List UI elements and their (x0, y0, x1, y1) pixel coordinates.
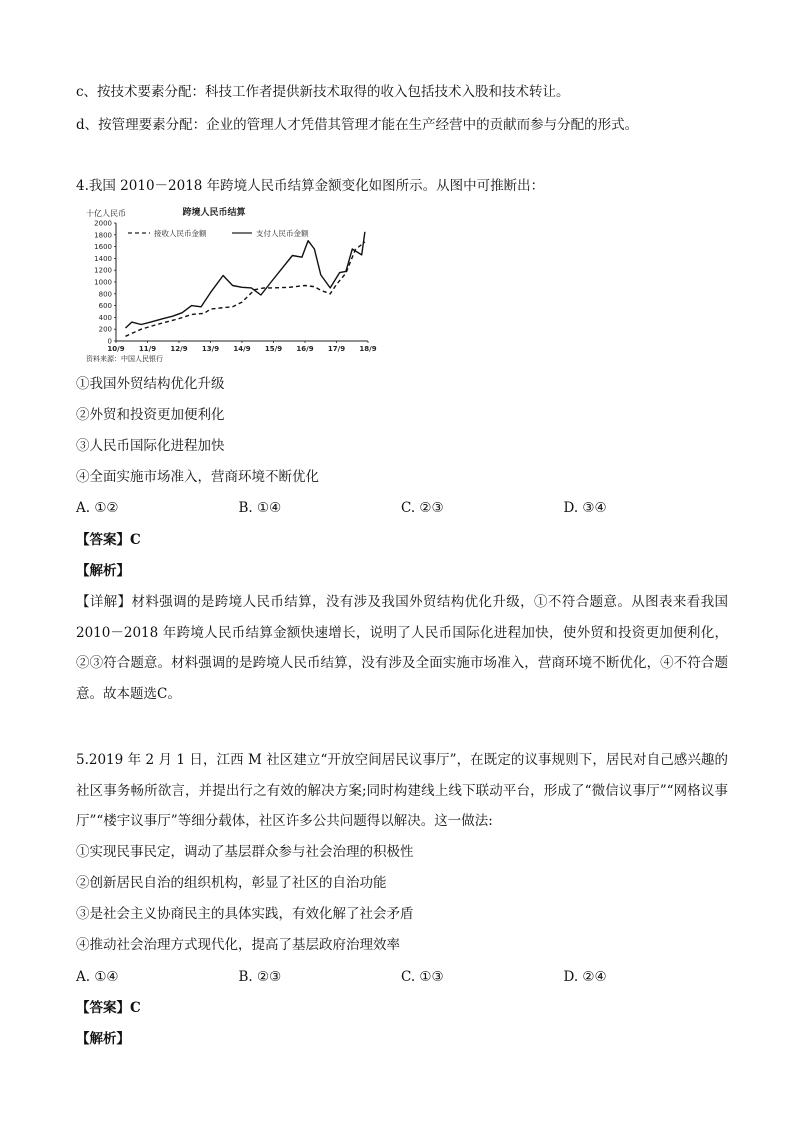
q5-option-d: D. ②④ (563, 969, 607, 985)
x-tick-label: 15/9 (264, 345, 283, 353)
x-tick-label: 12/9 (170, 345, 188, 353)
q5-option-a: A. ①④ (76, 969, 119, 985)
y-tick-label: 1200 (94, 266, 112, 275)
y-tick-label: 1600 (94, 243, 112, 252)
text-line-c: c、按技术要素分配：科技工作者提供新技术取得的收入包括技术入股和技术转让。 (76, 84, 570, 100)
legend-series-1: 接收人民币金额 (154, 229, 207, 238)
q4-answer: 【答案】C (76, 532, 141, 548)
q5-analysis-label: 【解析】 (76, 1031, 130, 1047)
chart-source: 资料来源：中国人民银行 (86, 355, 163, 363)
q4-options (76, 498, 726, 518)
q5-options (76, 967, 726, 987)
q5-option-c: C. ①③ (401, 969, 444, 985)
series-line-paid (126, 232, 365, 328)
y-tick-label: 400 (98, 313, 112, 322)
x-tick-label: 13/9 (201, 345, 220, 353)
x-tick-label: 17/9 (327, 345, 346, 353)
q5-item-4: ④推动社会治理方式现代化，提高了基层政府治理效率 (76, 937, 400, 953)
q4-item-2: ②外贸和投资更加便利化 (76, 407, 225, 423)
y-tick-label: 1000 (94, 278, 112, 287)
q4-item-4: ④全面实施市场准入，营商环境不断优化 (76, 469, 319, 485)
y-tick-label: 0 (107, 337, 112, 346)
chart-title: 跨境人民币结算 (182, 208, 246, 218)
x-tick-label: 10/9 (107, 345, 125, 353)
x-tick-label: 18/9 (359, 345, 377, 353)
text-line-d: d、按管理要素分配：企业的管理人才凭借其管理才能在生产经营中的贡献而参与分配的形式。 (76, 117, 639, 133)
series-line-received (126, 242, 365, 336)
q4-option-c: C. ②③ (401, 500, 444, 516)
question-5-stem: 5.2019 年 2 月 1 日，江西 M 社区建立“开放空间居民议事厅”，在既定的议事规则下，居民对自己感兴趣的社区事务畅所欲言，并提出行之有效的解决方案;同时构建线上线下联动平台，形成了“微信议事厅”“网格议事厅”“楼宇议事厅”等细分载体，社区许多公共问题得以解决。这一做法: (76, 752, 728, 829)
y-tick-label: 200 (98, 325, 112, 334)
y-tick-label: 1800 (94, 231, 112, 240)
chart-cross-border-rmb (86, 203, 382, 365)
question-4-stem: 4.我国 2010－2018 年跨境人民币结算金额变化如图所示。从图中可推断出： (76, 178, 545, 194)
y-tick-label: 2000 (94, 219, 112, 228)
q4-option-a: A. ①② (76, 500, 119, 516)
chart-legend (128, 228, 309, 238)
x-tick-label: 11/9 (138, 345, 157, 353)
y-tick-label: 1400 (94, 254, 112, 263)
q5-item-2: ②创新居民自治的组织机构，彰显了社区的自治功能 (76, 875, 387, 891)
q5-option-b: B. ②③ (238, 969, 282, 985)
q4-item-1: ①我国外贸结构优化升级 (76, 376, 225, 392)
q4-detail: 【详解】材料强调的是跨境人民币结算，没有涉及我国外贸结构优化升级，①不符合题意。从图表来看我国 2010－2018 年跨境人民币结算金额快速增长，说明了人民币国际化进程加快，使外贸和投资更加便利化，②③符合题意。材料强调的是跨境人民币结算，没有涉及全面实施市场准入，营商环境不断优化，④不符合题意。故本题选C。 (76, 594, 728, 702)
x-tick-label: 14/9 (233, 345, 251, 353)
y-tick-label: 600 (98, 302, 112, 311)
chart-series (126, 232, 365, 336)
q5-answer: 【答案】C (76, 1000, 141, 1016)
q4-option-b: B. ①④ (238, 500, 282, 516)
chart-ylabel: 十亿人民币 (86, 209, 126, 218)
q4-analysis-label: 【解析】 (76, 563, 130, 579)
q4-option-d: D. ③④ (563, 500, 607, 516)
legend-series-2: 支付人民币金额 (256, 229, 309, 238)
q4-item-3: ③人民币国际化进程加快 (76, 438, 225, 454)
x-tick-label: 16/9 (296, 345, 314, 353)
q5-item-3: ③是社会主义协商民主的具体实践，有效化解了社会矛盾 (76, 906, 414, 922)
y-tick-label: 800 (98, 290, 112, 299)
q5-item-1: ①实现民事民定，调动了基层群众参与社会治理的积极性 (76, 844, 414, 860)
